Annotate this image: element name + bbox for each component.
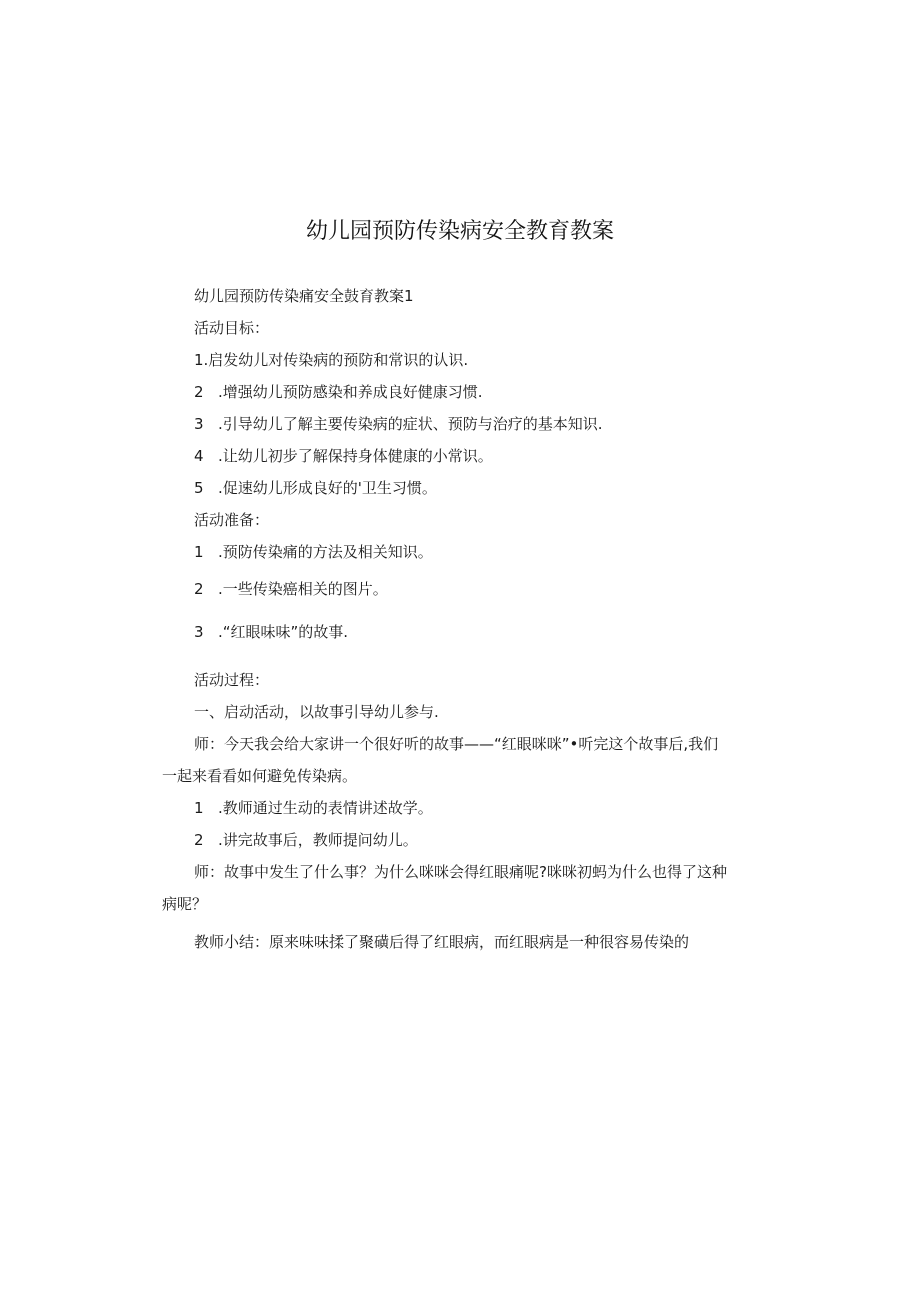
goal-item-4	[194, 445, 493, 467]
goal-text: .增强幼儿预防感染和养成良好健康习惯.	[218, 383, 483, 401]
prep-item-2	[194, 578, 388, 600]
sub-step-number: 1	[194, 799, 204, 817]
goal-text: .引导幼儿了解主要传染病的症状、预防与治疗的基本知识.	[218, 415, 603, 433]
document-title: 幼儿园预防传染病安全教育教案	[305, 219, 614, 244]
process-step-1: 一、启动活动，以故事引导幼儿参与.	[194, 703, 439, 721]
goals-heading: 活动目标：	[194, 319, 270, 337]
goal-number: 2	[194, 383, 204, 401]
goal-number: 3	[194, 415, 204, 433]
prep-text: .“红眼味味”的故事.	[218, 623, 349, 641]
prep-text: .预防传染痛的方法及相关知识。	[218, 543, 433, 561]
teacher-summary: 教师小结：原来味味揉了聚磺后得了红眼病，而红眼病是一种很容易传染的	[194, 933, 690, 951]
teacher-speech-1-line-1: 师：今天我会给大家讲一个很好听的故事——“红眼咪咪”•听完这个故事后,我们	[194, 735, 719, 753]
teacher-speech-2-line-2: 病呢？	[162, 895, 208, 913]
prep-number: 2	[194, 580, 204, 598]
goal-item-3	[194, 413, 603, 435]
goal-text: .促速幼儿形成良好的'卫生习惯。	[218, 479, 437, 497]
prep-heading: 活动准备：	[194, 511, 270, 529]
sub-step-text: .讲完故事后，教师提问幼儿。	[218, 831, 418, 849]
goal-number: 5	[194, 479, 204, 497]
process-heading: 活动过程：	[194, 671, 270, 689]
sub-step-number: 2	[194, 831, 204, 849]
prep-text: .一些传染癌相关的图片。	[218, 580, 388, 598]
lesson-subtitle: 幼儿园预防传染痛安全鼓育教案1	[194, 287, 414, 305]
goal-text: .让幼儿初步了解保持身体健康的小常识。	[218, 447, 493, 465]
prep-item-3	[194, 621, 348, 643]
prep-number: 1	[194, 543, 204, 561]
prep-number: 3	[194, 623, 204, 641]
goal-item-2	[194, 381, 483, 403]
teacher-speech-2-line-1: 师：故事中发生了什么事？为什么咪咪会得红眼痛呢?咪咪初蚂为什么也得了这种	[194, 863, 727, 881]
teacher-speech-1-line-2: 一起来看看如何避免传染病。	[162, 767, 358, 785]
goal-item-1: 1.启发幼儿对传染病的预防和常识的认识.	[194, 351, 469, 369]
sub-step-2	[194, 829, 418, 851]
goal-item-5	[194, 477, 437, 499]
sub-step-text: .教师通过生动的表情讲述故学。	[218, 799, 433, 817]
goal-number: 4	[194, 447, 204, 465]
sub-step-1	[194, 797, 433, 819]
prep-item-1	[194, 541, 433, 563]
